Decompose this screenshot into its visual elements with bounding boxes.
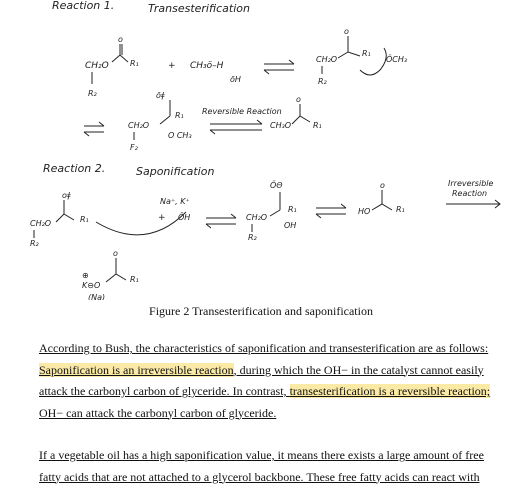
svg-text:R₂: R₂: [248, 233, 257, 242]
svg-text:R₁: R₁: [80, 215, 89, 224]
reversible-reaction-label: Reversible Reaction: [202, 107, 282, 116]
svg-text:F₂: F₂: [130, 143, 138, 152]
equilibrium-arrow-4: [206, 214, 236, 228]
svg-text:(Na): (Na): [88, 293, 106, 300]
svg-text:Na⁺, K⁺: Na⁺, K⁺: [160, 197, 190, 206]
reaction1-title: Reaction 1.: [52, 0, 115, 12]
svg-text:R₁: R₁: [362, 49, 371, 58]
p1-line4: OH− can attack the carbonyl carbon of glyceride.: [39, 405, 277, 420]
svg-text:R₁: R₁: [130, 275, 139, 284]
svg-text:R₁: R₁: [396, 205, 405, 214]
figure-caption: Figure 2 Transesterification and saponification: [149, 304, 373, 318]
svg-text:R₂: R₂: [318, 77, 327, 86]
equilibrium-arrow-5: [316, 204, 346, 218]
equilibrium-arrow-2: [84, 122, 104, 136]
svg-text:CH₂O: CH₂O: [316, 55, 338, 64]
triglyceride-structure: [85, 35, 139, 98]
svg-text:+: +: [158, 213, 166, 223]
body-paragraph-2: [39, 445, 491, 488]
svg-text:OH: OH: [284, 221, 297, 230]
p1-line3-a: attack the carbonyl carbon of glyceride. In contrast,: [39, 384, 290, 398]
p1-highlight-transesterification: transesterification is a reversible reaction;: [289, 384, 491, 398]
svg-text:R₂: R₂: [30, 239, 39, 248]
svg-text:⊕: ⊕: [82, 271, 89, 280]
svg-text:HO: HO: [358, 207, 371, 216]
svg-text:oǂ: oǂ: [62, 191, 71, 200]
svg-text:ÖCH₃: ÖCH₃: [386, 55, 408, 64]
svg-text:ÖΘ: ÖΘ: [270, 181, 283, 190]
p2-line2: fatty acids that are not attached to a glycerol backbone. These free fatty acids can react with: [39, 469, 480, 484]
irreversible-label-2: Reaction: [452, 189, 488, 198]
reaction2-name: Saponification: [136, 165, 215, 178]
svg-text:CH₂O: CH₂O: [128, 121, 150, 130]
svg-text:o: o: [118, 35, 123, 44]
irreversible-label: Irreversible: [448, 179, 494, 188]
p2-line1: If a vegetable oil has a high saponification value, it means there exists a large amount of free: [39, 448, 484, 462]
svg-text:CH₂O: CH₂O: [85, 61, 109, 71]
svg-text:CH₂O: CH₂O: [30, 219, 52, 228]
svg-text:R₂: R₂: [88, 89, 97, 98]
equilibrium-arrow-1: [264, 60, 294, 74]
svg-text:O CH₃: O CH₃: [168, 131, 192, 140]
svg-text:ōH: ōH: [230, 75, 241, 84]
svg-text:R₁: R₁: [130, 59, 139, 68]
svg-text:o: o: [113, 249, 118, 258]
reaction1-name: Transesterification: [148, 2, 250, 15]
svg-text:K⊖O: K⊖O: [82, 281, 101, 290]
svg-text:R₁: R₁: [175, 111, 184, 120]
svg-text:o: o: [380, 181, 385, 190]
svg-text:CH₃O: CH₃O: [270, 121, 292, 130]
p1-line2-rest: , during which the OH− in the catalyst cannot easily: [233, 362, 484, 377]
svg-text:ŌH: ŌH: [178, 213, 191, 222]
svg-text:R₁: R₁: [313, 121, 322, 130]
equilibrium-arrow-3: [210, 120, 262, 134]
svg-text:o: o: [296, 95, 301, 104]
svg-text:CH₃ö–H: CH₃ö–H: [190, 61, 224, 71]
svg-text:o: o: [344, 27, 349, 36]
svg-text:CH₂O: CH₂O: [246, 213, 268, 222]
svg-text:R₁: R₁: [288, 205, 297, 214]
p1-line1: According to Bush, the characteristics of saponification and transesterification are as follows:: [39, 341, 489, 355]
reaction2-title: Reaction 2.: [43, 162, 106, 175]
svg-text:ōǂ: ōǂ: [156, 91, 165, 100]
irreversible-arrow: [446, 200, 500, 208]
body-paragraph-1: [39, 338, 491, 424]
p1-highlight-saponification: Saponification is an irreversible reaction: [39, 362, 234, 377]
svg-text:+: +: [168, 61, 176, 71]
